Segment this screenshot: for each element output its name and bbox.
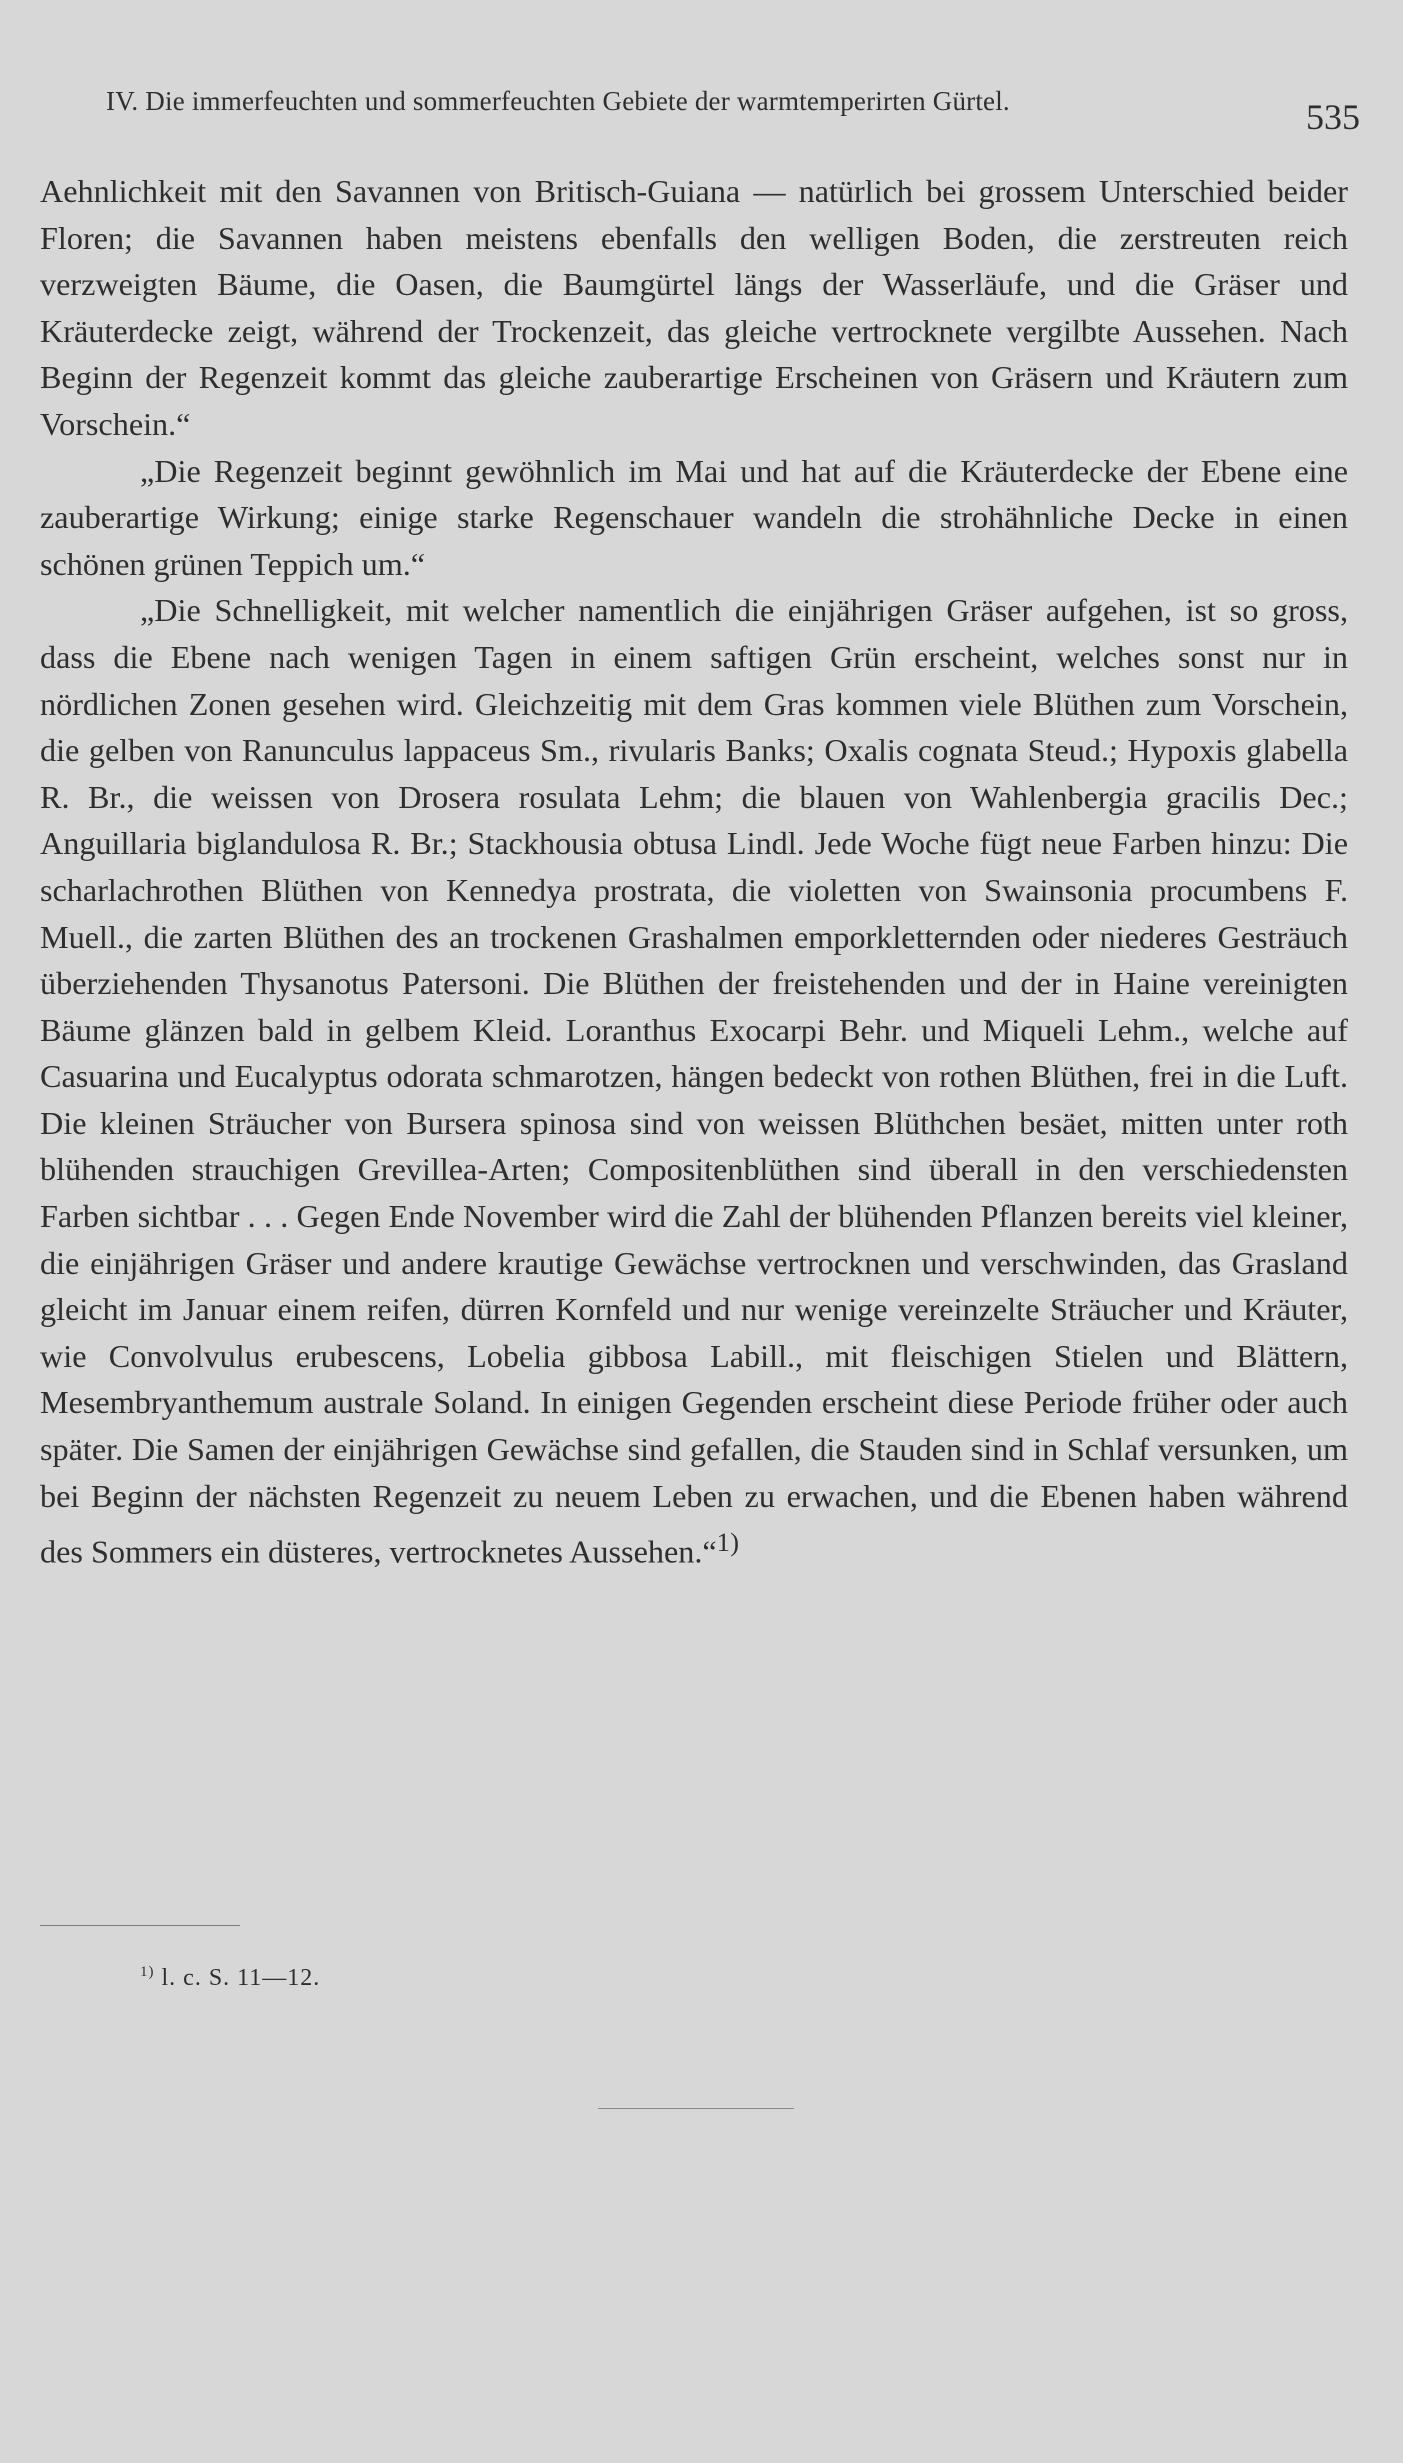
page-number: 535	[1306, 97, 1360, 137]
footnote-divider	[40, 1925, 240, 1926]
paragraph-text: Aehnlichkeit mit den Savannen von Britisch-Guiana — natürlich bei grossem Unterschied beider Floren; die Savannen haben meistens ebenfalls den welligen Boden, die zerstreuten reich verzweigten Bäume, die Oasen, die Baumgürtel längs der Wasserläufe, und die Gräser und Kräuterdecke zeigt, während der Trockenzeit, das gleiche vertrocknete vergilbte Aussehen. Nach Beginn der Regenzeit kommt das gleiche zauberartige Erscheinen von Gräsern und Kräutern zum Vorschein.“	[40, 173, 1348, 442]
end-divider	[598, 2108, 794, 2109]
footnote-text: l. c. S. 11—12.	[161, 1965, 321, 1991]
running-head	[106, 86, 1360, 146]
paragraph-text: „Die Schnelligkeit, mit welcher namentlich die einjährigen Gräser aufgehen, ist so gross, dass die Ebene nach wenigen Tagen in einem saftigen Grün erscheint, welches sonst nur in nördlichen Zonen gesehen wird. Gleichzeitig mit dem Gras kommen viele Blüthen zum Vorschein, die gelben von Ranunculus lappaceus Sm., rivularis Banks; Oxalis cognata Steud.; Hypoxis glabella R. Br., die weissen von Drosera rosulata Lehm; die blauen von Wahlenbergia gracilis Dec.; Anguillaria biglandulosa R. Br.; Stackhousia obtusa Lindl. Jede Woche fügt neue Farben hinzu: Die scharlachrothen Blüthen von Kennedya prostrata, die violetten von Swainsonia procumbens F. Muell., die zarten Blüthen des an trockenen Grashalmen emporkletternden oder niederes Gesträuch überziehenden Thysanotus Patersoni. Die Blüthen der freistehenden und der in Haine vereinigten Bäume glänzen bald in gelbem Kleid. Loranthus Exocarpi Behr. und Miqueli Lehm., welche auf Casuarina und Eucalyptus odorata schmarotzen, hängen bedeckt von rothen Blüthen, frei in die Luft. Die kleinen Sträucher von Bursera spinosa sind von weissen Blüthchen besäet, mitten unter roth blühenden strauchigen Grevillea-Arten; Compositenblüthen sind überall in den verschiedensten Farben sichtbar . . . Gegen Ende November wird die Zahl der blühenden Pflanzen bereits viel kleiner, die einjährigen Gräser und andere krautige Gewächse vertrocknen und verschwinden, das Grasland gleicht im Januar einem reifen, dürren Kornfeld und nur wenige vereinzelte Sträucher und Kräuter, wie Convolvulus erubescens, Lobelia gibbosa Labill., mit fleischigen Stielen und Blättern, Mesembryanthemum australe Soland. In einigen Gegenden erscheint diese Periode früher oder auch später. Die Samen der einjährigen Gewächse sind gefallen, die Stauden sind in Schlaf versunken, um bei Beginn der nächsten Regenzeit zu neuem Leben zu erwachen, und die Ebenen haben während des Sommers ein düsteres, vertrocknetes Aussehen.“	[40, 592, 1348, 1570]
paragraph-text: „Die Regenzeit beginnt gewöhnlich im Mai und hat auf die Kräuterdecke der Ebene eine zauberartige Wirkung; einige starke Regenschauer wandeln die strohähnliche Decke in einen schönen grünen Teppich um.“	[40, 452, 1348, 582]
paragraph	[40, 448, 1348, 588]
paragraph	[40, 587, 1348, 1575]
body-text	[40, 168, 1348, 1576]
paragraph	[40, 168, 1348, 448]
footnote	[140, 1964, 320, 1992]
running-title: IV. Die immerfeuchten und sommerfeuchten Gebiete der warmtemperirten Gürtel.	[106, 86, 1010, 116]
footnote-reference: 1)	[716, 1527, 740, 1558]
footnote-marker: 1)	[140, 1964, 155, 1980]
